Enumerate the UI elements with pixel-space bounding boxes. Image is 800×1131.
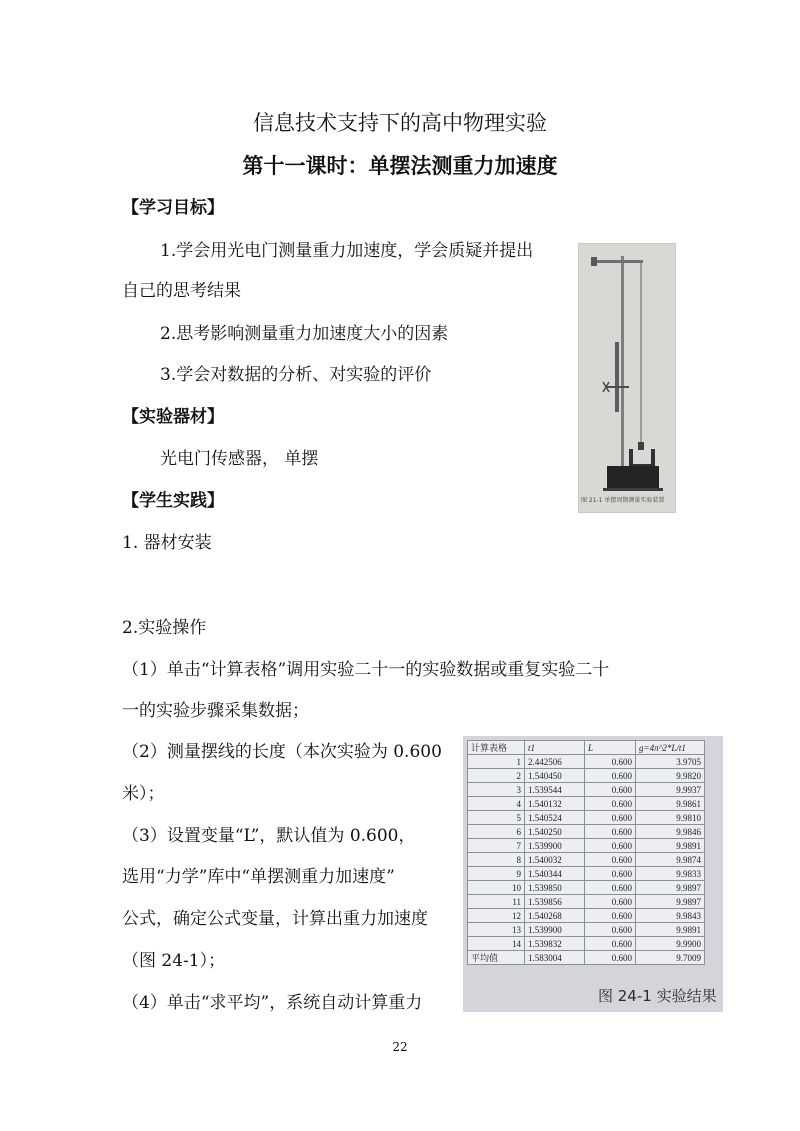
- table-cell-index: 8: [468, 853, 525, 867]
- table-cell-length: 0.600: [585, 867, 636, 881]
- table-cell-length: 0.600: [585, 811, 636, 825]
- table-cell-length: 0.600: [585, 951, 636, 965]
- table-row: [468, 825, 705, 839]
- table-row: [468, 839, 705, 853]
- operation-1-line-1: （1）单击“计算表格”调用实验二十一的实验数据或重复实验二十: [122, 660, 610, 680]
- table-cell-g: 3.9705: [636, 755, 705, 769]
- table-cell-length: 0.600: [585, 895, 636, 909]
- table-cell-g: 9.9897: [636, 895, 705, 909]
- table-cell-t1: 1.540032: [525, 853, 585, 867]
- table-cell-index: 9: [468, 867, 525, 881]
- table-cell-index: 1: [468, 755, 525, 769]
- operation-4-line-1: （4）单击“求平均”，系统自动计算重力: [122, 993, 423, 1013]
- table-row: [468, 867, 705, 881]
- equipment-text: 光电门传感器， 单摆: [160, 449, 319, 469]
- table-cell-g: 9.7009: [636, 951, 705, 965]
- table-cell-length: 0.600: [585, 825, 636, 839]
- table-cell-g: 9.9810: [636, 811, 705, 825]
- table-row: [468, 881, 705, 895]
- table-cell-index: 4: [468, 797, 525, 811]
- table-cell-length: 0.600: [585, 923, 636, 937]
- table-cell-g: 9.9897: [636, 881, 705, 895]
- operation-3-line-4: （图 24-1）；: [122, 951, 226, 971]
- table-cell-g: 9.9833: [636, 867, 705, 881]
- operation-1-line-2: 一的实验步骤采集数据；: [122, 701, 309, 721]
- table-cell-index: 12: [468, 909, 525, 923]
- table-header-row: [468, 741, 705, 755]
- table-row: [468, 909, 705, 923]
- table-header-cell: g=4π^2*L/t1: [636, 741, 705, 755]
- operation-2-line-1: （2）测量摆线的长度（本次实验为 0.600: [122, 742, 442, 762]
- table-row: [468, 923, 705, 937]
- operation-2-line-2: 米）；: [122, 784, 165, 804]
- table-cell-g: 9.9846: [636, 825, 705, 839]
- table-cell-g: 9.9861: [636, 797, 705, 811]
- table-cell-t1: 2.442506: [525, 755, 585, 769]
- table-row: [468, 811, 705, 825]
- table-row: [468, 937, 705, 951]
- table-cell-length: 0.600: [585, 755, 636, 769]
- table-cell-index: 5: [468, 811, 525, 825]
- table-cell-index: 平均值: [468, 951, 525, 965]
- goal-3: 3.学会对数据的分析、对实验的评价: [160, 365, 432, 385]
- table-cell-index: 6: [468, 825, 525, 839]
- step-2-heading: 2.实验操作: [122, 618, 207, 638]
- results-table-photo: [463, 736, 723, 1012]
- table-cell-t1: 1.540132: [525, 797, 585, 811]
- pendulum-apparatus-illustration: [579, 244, 675, 512]
- table-row: [468, 769, 705, 783]
- table-cell-g: 9.9891: [636, 839, 705, 853]
- table-row: [468, 951, 705, 965]
- goal-1-line-2: 自己的思考结果: [122, 281, 241, 301]
- photo-caption: 图 21-1 单摆周期测量实验装置: [581, 497, 665, 504]
- document-title: 信息技术支持下的高中物理实验: [253, 111, 547, 135]
- table-cell-length: 0.600: [585, 909, 636, 923]
- table-cell-t1: 1.539900: [525, 923, 585, 937]
- table-cell-t1: 1.539832: [525, 937, 585, 951]
- table-cell-length: 0.600: [585, 839, 636, 853]
- table-row: [468, 797, 705, 811]
- table-header-cell: t1: [525, 741, 585, 755]
- table-cell-g: 9.9820: [636, 769, 705, 783]
- table-cell-t1: 1.583004: [525, 951, 585, 965]
- table-cell-t1: 1.539850: [525, 881, 585, 895]
- table-cell-index: 3: [468, 783, 525, 797]
- table-row: [468, 755, 705, 769]
- table-header-cell: L: [585, 741, 636, 755]
- table-cell-t1: 1.540524: [525, 811, 585, 825]
- results-table: [467, 740, 705, 965]
- table-cell-t1: 1.539544: [525, 783, 585, 797]
- step-1-heading: 1. 器材安装: [122, 533, 212, 553]
- goal-1-line-1: 1.学会用光电门测量重力加速度，学会质疑并提出: [160, 241, 534, 261]
- table-cell-index: 11: [468, 895, 525, 909]
- table-cell-t1: 1.540250: [525, 825, 585, 839]
- table-cell-g: 9.9937: [636, 783, 705, 797]
- table-cell-g: 9.9891: [636, 923, 705, 937]
- goal-2: 2.思考影响测量重力加速度大小的因素: [160, 324, 449, 344]
- table-cell-g: 9.9900: [636, 937, 705, 951]
- table-cell-t1: 1.540268: [525, 909, 585, 923]
- table-cell-t1: 1.540450: [525, 769, 585, 783]
- operation-3-line-1: （3）设置变量“L”，默认值为 0.600，: [122, 826, 416, 846]
- table-row: [468, 783, 705, 797]
- section-heading-equipment: 【实验器材】: [122, 407, 224, 427]
- lesson-subtitle: 第十一课时：单摆法测重力加速度: [242, 154, 558, 178]
- table-cell-index: 2: [468, 769, 525, 783]
- operation-3-line-2: 选用“力学”库中“单摆测重力加速度”: [122, 867, 395, 887]
- page-number: 22: [392, 1040, 408, 1054]
- table-cell-index: 13: [468, 923, 525, 937]
- table-cell-g: 9.9843: [636, 909, 705, 923]
- table-row: [468, 853, 705, 867]
- operation-3-line-3: 公式，确定公式变量，计算出重力加速度: [122, 909, 428, 929]
- table-cell-length: 0.600: [585, 937, 636, 951]
- table-cell-length: 0.600: [585, 769, 636, 783]
- table-row: [468, 895, 705, 909]
- table-cell-length: 0.600: [585, 783, 636, 797]
- table-cell-index: 14: [468, 937, 525, 951]
- section-heading-goals: 【学习目标】: [122, 198, 224, 218]
- table-cell-length: 0.600: [585, 853, 636, 867]
- table-cell-t1: 1.540344: [525, 867, 585, 881]
- table-cell-index: 7: [468, 839, 525, 853]
- table-cell-g: 9.9874: [636, 853, 705, 867]
- pendulum-apparatus-photo: [578, 243, 676, 513]
- section-heading-practice: 【学生实践】: [122, 491, 224, 511]
- table-cell-t1: 1.539900: [525, 839, 585, 853]
- table-cell-index: 10: [468, 881, 525, 895]
- table-cell-length: 0.600: [585, 797, 636, 811]
- table-header-cell: 计算表格: [468, 741, 525, 755]
- table-cell-t1: 1.539856: [525, 895, 585, 909]
- table-cell-length: 0.600: [585, 881, 636, 895]
- results-table-caption: 图 24-1 实验结果: [598, 987, 717, 1005]
